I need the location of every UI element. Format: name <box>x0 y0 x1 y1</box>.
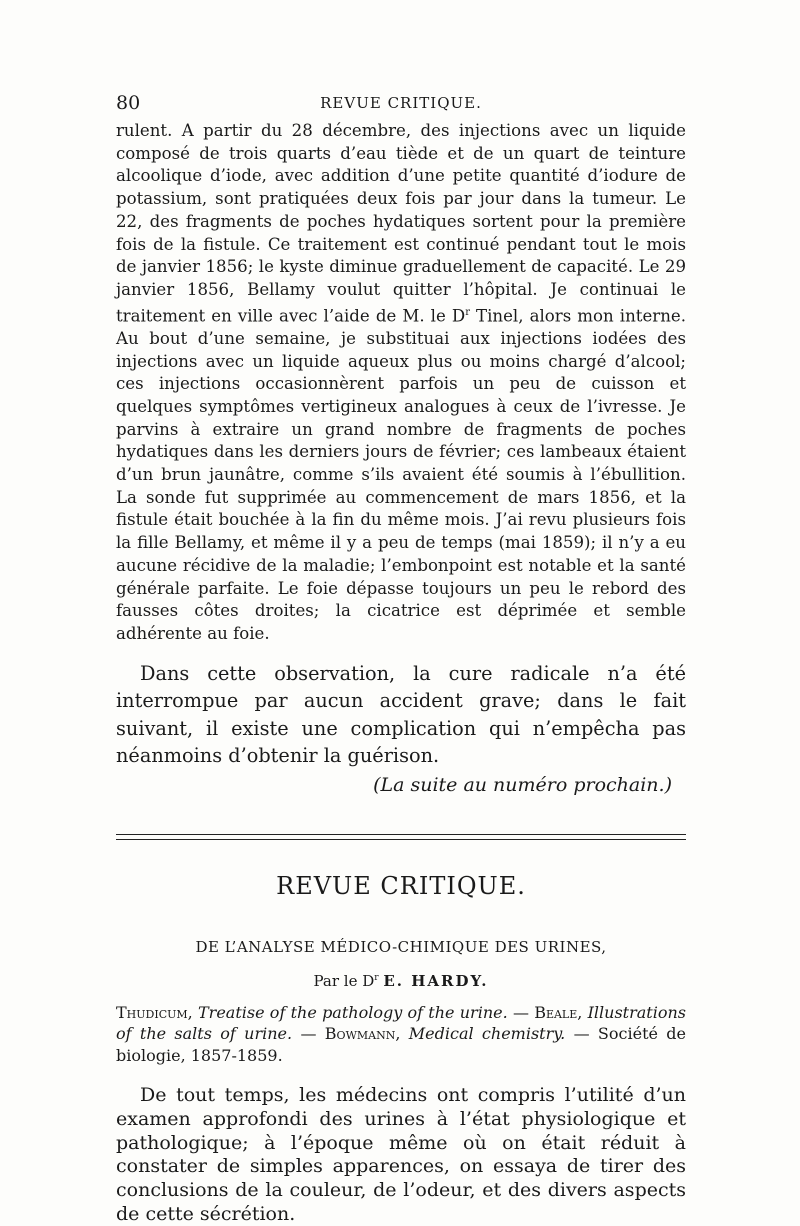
article-title: DE L’ANALYSE MÉDICO-CHIMIQUE DES URINES, <box>195 937 607 956</box>
ref-title-2: Illustrations of the salts of urine. <box>116 1002 686 1044</box>
references <box>116 1002 686 1067</box>
observation-text-2: Tinel, alors mon interne. Au bout d’une semaine, je substituai aux injections iodées des injections avec un liquide aqueux plus ou moins chargé d’alcool; ces injections occasionnèrent parfois un peu de cuisson et quelques symptômes vertigineux analogues à ceux de l’ivresse. Je parvins à extraire un grand nombre de fragments de poches hydatiques dans les derniers jours de février; ces lambeaux étaient d’un brun jaunâtre, comme s’ils avaient été soumis à l’ébullition. La sonde fut supprimée au commencement de mars 1856, et la fistule était bouchée à la fin du même mois. J’ai revu plusieurs fois la fille Bellamy, et même il y a peu de temps (mai 1859); il n’y a eu aucune récidive de la maladie; l’embonpoint est notable et la santé générale parfaite. Le foie dépasse toujours un peu le rebord des fausses côtes droites; la cicatrice est déprimée et semble adhérente au foie. <box>116 306 686 643</box>
observation-paragraph <box>116 120 686 646</box>
page-number: 80 <box>116 92 141 114</box>
byline-prefix: Par le D <box>313 971 375 990</box>
divider-thick-rule <box>116 834 686 835</box>
section-title: REVUE CRITIQUE. <box>276 871 526 900</box>
doctor-abbrev: D <box>451 306 466 326</box>
ref-author-1: Thudicum, <box>116 1002 193 1022</box>
ref-sep-2: — <box>292 1024 325 1044</box>
conclusion-paragraph: Dans cette observation, la cure radicale n’a été interrompue par aucun accident grave; dans le fait suivant, il existe une complication qui n’empêcha pas néanmoins d’obtenir la guérison. <box>116 661 686 768</box>
running-head: REVUE CRITIQUE. <box>320 94 482 112</box>
intro-paragraph: De tout temps, les médecins ont compris l’utilité d’un examen approfondi des urines à l’état physiologique et pathologique; à l’époque même où on était réduit à constater de simples apparences, on essaya de tirer des conclusions de la couleur, de l’odeur, et des divers aspects de cette sécrétion. <box>116 1084 686 1225</box>
byline-author: E. HARDY. <box>383 971 489 990</box>
ref-author-3: Bowmann, <box>324 1024 401 1044</box>
divider-thin-rule <box>116 839 686 840</box>
continuation-note: (La suite au numéro prochain.) <box>373 773 672 796</box>
byline <box>116 972 686 990</box>
observation-text-1: rulent. A partir du 28 décembre, des injections avec un liquide composé de trois quarts d’eau tiède et de un quart de teinture alcoolique d’iode, avec addition d’une petite quantité d’iodure de potassium, sont pratiquées deux fois par jour dans la tumeur. Le 22, des fragments de poches hydatiques sortent pour la première fois de la fistule. Ce traitement est continué pendant tout le mois de janvier 1856; le kyste diminue graduellement de capacité. Le 29 janvier 1856, Bellamy voulut quitter l’hôpital. Je continuai le traitement en ville avec l’aide de M. le <box>116 121 686 326</box>
byline-sup: r <box>374 972 379 983</box>
ref-tail: — Société de biologie, 1857-1859. <box>116 1024 687 1065</box>
ref-author-2: Beale, <box>534 1002 583 1022</box>
section-divider <box>116 834 686 840</box>
ref-sep-1: — <box>507 1002 535 1022</box>
page <box>116 92 686 1226</box>
ref-title-1: Treatise of the pathology of the urine. <box>198 1002 508 1022</box>
page-header <box>116 92 686 120</box>
doctor-abbrev-sup: r <box>465 306 470 318</box>
ref-title-3: Medical chemistry. <box>408 1024 566 1044</box>
